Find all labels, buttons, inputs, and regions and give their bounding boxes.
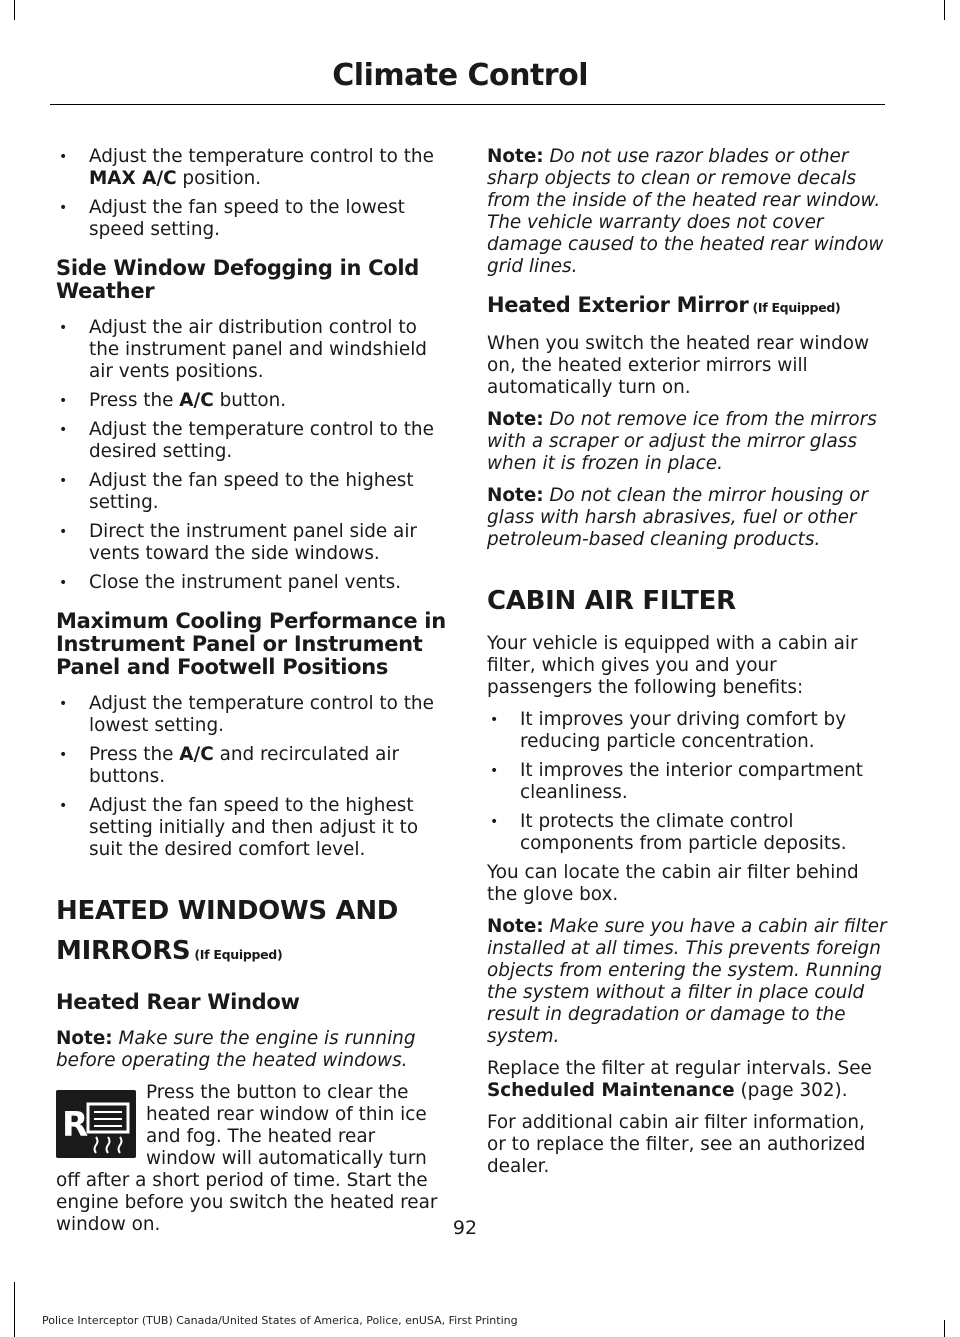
section-heading-heated-mirror: Heated Exterior Mirror (If Equipped) <box>487 293 841 317</box>
note-razor-blades: Note: Do not use razor blades or other sharp objects to clean or remove decals from the inside of the heated rear window. The vehicle warranty does not cover damage caused to the heated rear window grid lines. <box>487 146 884 277</box>
crop-mark-top-left <box>14 0 15 20</box>
cabin-filter-intro: Your vehicle is equipped with a cabin air filter, which gives you and your passengers the following benefits: <box>487 633 858 698</box>
header-rule <box>50 104 885 105</box>
list-item: • Adjust the fan speed to the highest setting. <box>56 470 448 514</box>
list-item: • Close the instrument panel vents. <box>56 572 448 594</box>
subheading-heated-rear-window: Heated Rear Window <box>56 990 300 1014</box>
svg-text:R: R <box>62 1105 89 1145</box>
list-item: • Adjust the fan speed to the lowest speed setting. <box>56 197 448 241</box>
section-heading-heated-windows: HEATED WINDOWS AND MIRRORS (If Equipped) <box>56 896 399 966</box>
page-number: 92 <box>452 1217 478 1239</box>
list-item: • Adjust the air distribution control to the instrument panel and windshield air vents positions. <box>56 317 448 383</box>
list-item: • Direct the instrument panel side air vents toward the side windows. <box>56 521 448 565</box>
page-header-title: Climate Control <box>332 58 588 93</box>
dealer-paragraph: For additional cabin air filter information, or to replace the filter, see an authorized dealer. <box>487 1112 866 1177</box>
heated-rear-window-paragraph: R Press the button to clear the heated rear window of thin ice and fog. The heated rear window will automatically turn off after a short period of time. Start the engine before you switch the heated rear window on. <box>56 1082 438 1235</box>
list-item: • Adjust the temperature control to the lowest setting. <box>56 693 448 737</box>
section-heading-cabin-air-filter: CABIN AIR FILTER <box>487 586 736 616</box>
list-item: • It improves the interior compartment cleanliness. <box>487 760 887 804</box>
section-heading-side-window: Side Window Defogging in Cold Weather <box>56 256 420 303</box>
list-item: • It improves your driving comfort by reducing particle concentration. <box>487 709 887 753</box>
list-item: • Adjust the temperature control to the desired setting. <box>56 419 448 463</box>
crop-mark-top-right <box>944 0 945 20</box>
list-item: • Press the A/C and recirculated air buttons. <box>56 744 448 788</box>
section-heading-max-cooling: Maximum Cooling Performance in Instrument Panel or Instrument Panel and Footwell Positions <box>56 609 446 679</box>
page-footer: Police Interceptor (TUB) Canada/United States of America, Police, enUSA, First Printing <box>42 1314 518 1327</box>
mirror-paragraph: When you switch the heated rear window on, the heated exterior mirrors will automatically turn on. <box>487 333 870 398</box>
list-item: • It protects the climate control components from particle deposits. <box>487 811 887 855</box>
list-item: • Adjust the temperature control to the MAX A/C position. <box>56 146 448 190</box>
list-item: • Press the A/C button. <box>56 390 448 412</box>
note-engine-running: Note: Make sure the engine is running before operating the heated windows. <box>56 1028 416 1071</box>
heated-rear-window-icon <box>56 1090 136 1158</box>
replace-filter-paragraph: Replace the filter at regular intervals. See Scheduled Maintenance (page 302). <box>487 1058 872 1101</box>
locate-filter-paragraph: You can locate the cabin air filter behind the glove box. <box>487 862 859 905</box>
crop-mark-bottom-left <box>14 1282 15 1337</box>
note-mirror-cleaning: Note: Do not clean the mirror housing or glass with harsh abrasives, fuel or other petroleum-based cleaning products. <box>487 485 869 550</box>
right-column <box>487 146 887 1188</box>
crop-mark-bottom-right <box>944 1320 945 1337</box>
note-remove-ice: Note: Do not remove ice from the mirrors with a scraper or adjust the mirror glass when it is frozen in place. <box>487 409 877 474</box>
list-item: • Adjust the fan speed to the highest setting initially and then adjust it to suit the desired comfort level. <box>56 795 448 861</box>
note-filter-installed: Note: Make sure you have a cabin air filter installed at all times. This prevents foreign objects from entering the system. Running the system without a filter in place could result in degradation or damage to the system. <box>487 916 887 1047</box>
scheduled-maintenance-link[interactable]: Scheduled Maintenance <box>487 1080 735 1101</box>
left-column <box>56 146 448 1246</box>
